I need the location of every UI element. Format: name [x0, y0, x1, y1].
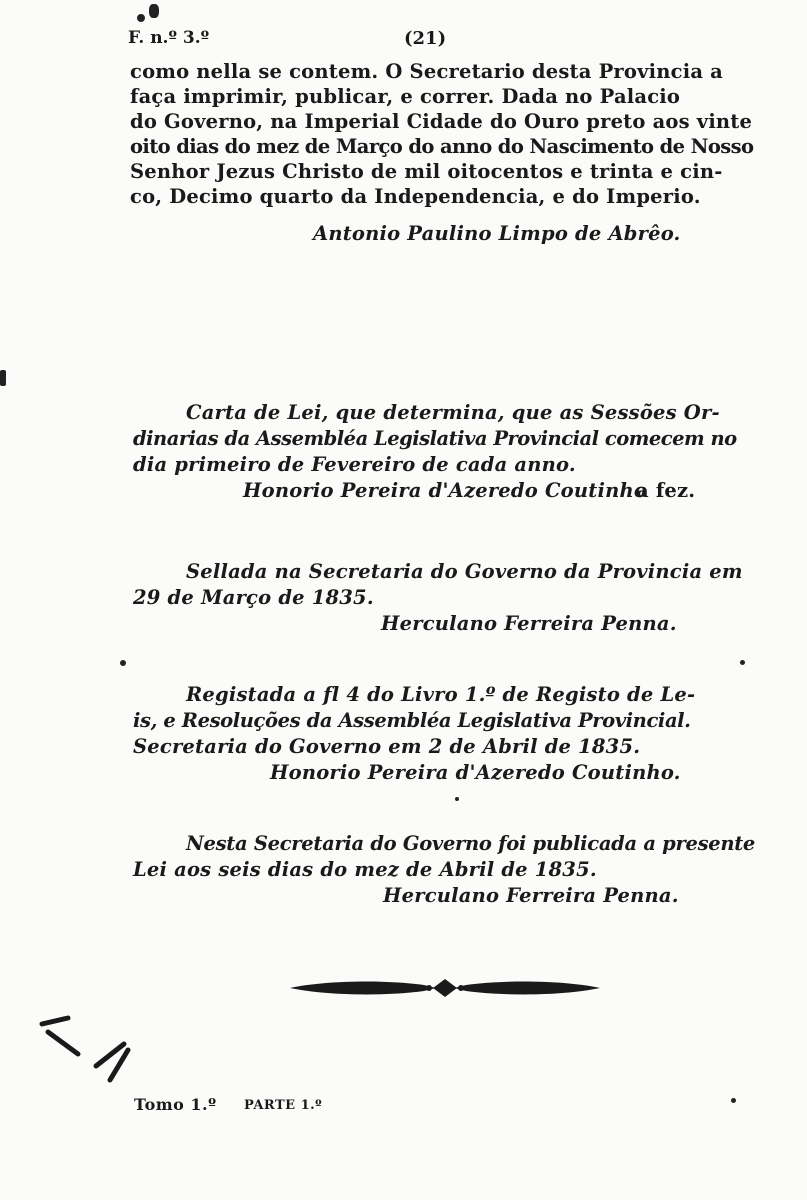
- carta-line: dia primeiro de Fevereiro de cada anno.: [133, 453, 576, 476]
- paragraph-line: oito dias do mez de Março do anno do Nascimento de Nosso: [130, 135, 754, 158]
- signature-mark: F. n.º 3.º: [128, 28, 210, 48]
- registada-line: is, e Resoluções da Assembléa Legislativa Provincial.: [133, 709, 691, 732]
- publicada-line: Nesta Secretaria do Governo foi publicada a presente: [186, 832, 756, 855]
- paragraph-line: co, Decimo quarto da Independencia, e do Imperio.: [130, 185, 701, 208]
- ink-speck: [149, 4, 159, 18]
- publicada-signatory: Herculano Ferreira Penna.: [383, 884, 679, 907]
- carta-line: dinarias da Assembléa Legislativa Provincial comecem no: [133, 427, 737, 450]
- signatory: Antonio Paulino Limpo de Abrêo.: [313, 222, 681, 245]
- carta-author: Honorio Pereira d'Azeredo Coutinho: [243, 479, 648, 502]
- ink-speck: [731, 1098, 736, 1103]
- paragraph-line: Senhor Jezus Christo de mil oitocentos e trinta e cin-: [130, 160, 723, 183]
- paragraph-line: como nella se contem. O Secretario desta Provincia a: [130, 60, 723, 83]
- carta-author-suffix: a fez.: [636, 479, 696, 502]
- margin-scratch: [38, 1010, 138, 1090]
- ink-speck: [740, 660, 745, 665]
- ink-speck: [455, 797, 459, 801]
- publicada-line: Lei aos seis dias do mez de Abril de 1835.: [133, 858, 597, 881]
- registada-line: Secretaria do Governo em 2 de Abril de 1835.: [133, 735, 641, 758]
- page-number: (21): [404, 28, 447, 49]
- ink-speck: [0, 370, 6, 386]
- paragraph-line: do Governo, na Imperial Cidade do Ouro preto aos vinte: [130, 110, 753, 133]
- sellada-line: Sellada na Secretaria do Governo da Provincia em: [186, 560, 743, 583]
- part-label: PARTE 1.º: [244, 1098, 323, 1113]
- volume-label: Tomo 1.º: [134, 1095, 217, 1114]
- carta-line: Carta de Lei, que determina, que as Sessões Or-: [186, 401, 720, 424]
- paragraph-line: faça imprimir, publicar, e correr. Dada no Palacio: [130, 85, 681, 108]
- registada-signatory: Honorio Pereira d'Azeredo Coutinho.: [270, 761, 681, 784]
- registada-line: Registada a fl 4 do Livro 1.º de Registo de Le-: [186, 683, 696, 706]
- ink-speck: [137, 14, 145, 22]
- sellada-line: 29 de Março de 1835.: [133, 586, 374, 609]
- sellada-signatory: Herculano Ferreira Penna.: [381, 612, 677, 635]
- ink-speck: [120, 660, 126, 666]
- ornamental-divider: [288, 976, 602, 1000]
